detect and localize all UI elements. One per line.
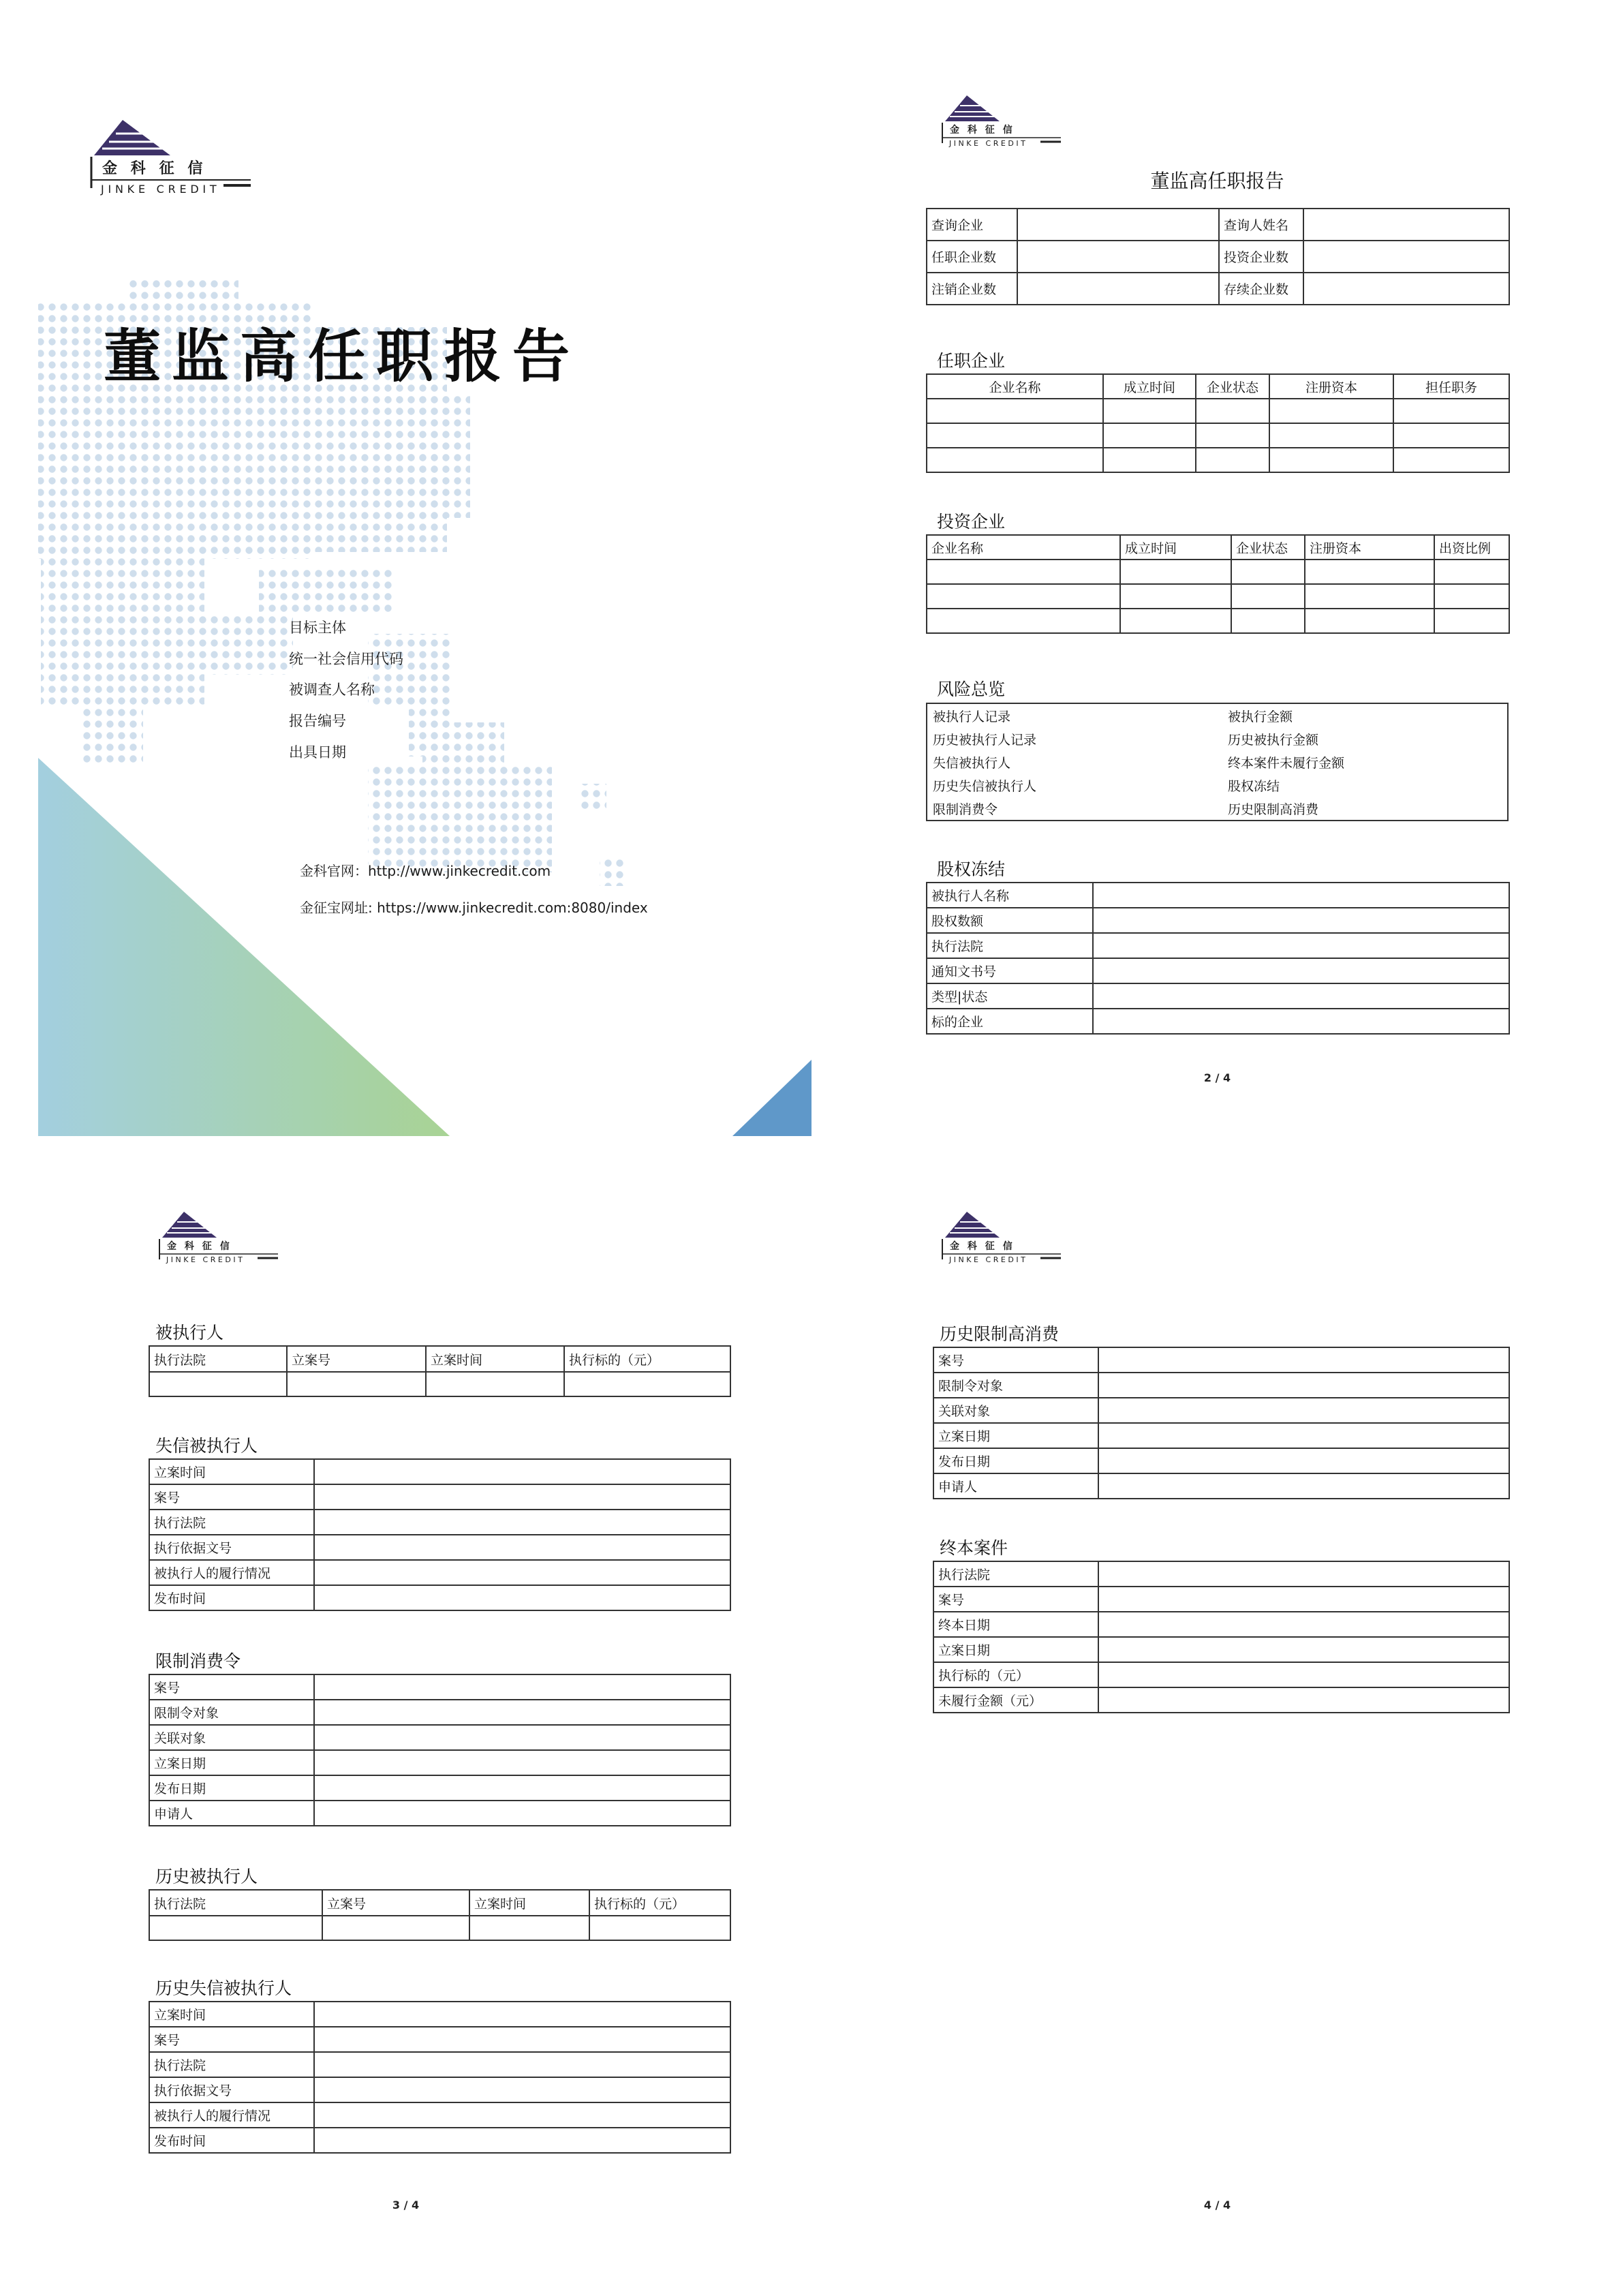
table-header: 企业名称: [927, 374, 1103, 399]
company-logo: [90, 117, 253, 199]
field-label: 案号: [933, 1347, 1098, 1373]
table-row: [149, 1916, 730, 1940]
risk-item: 股权冻结: [1228, 779, 1280, 794]
table-row: [927, 609, 1509, 633]
risk-item: 限制消费令: [933, 802, 998, 817]
website-link[interactable]: 金科官网：http://www.jinkecredit.com: [300, 863, 551, 879]
field-label: 立案日期: [933, 1423, 1098, 1448]
logo-name-cn: 金科征信: [950, 1241, 1021, 1252]
risk-item: 被执行金额: [1228, 709, 1293, 724]
query-company-label: 查询企业: [927, 209, 1017, 241]
field-label: 限制令对象: [149, 1700, 314, 1725]
cover-field-issue-date: 出具日期: [289, 744, 346, 761]
field-label: 立案时间: [149, 1459, 314, 1484]
field-label: 发布日期: [933, 1448, 1098, 1473]
section-title: 投资企业: [937, 512, 1006, 532]
company-logo: [941, 94, 1064, 150]
page-number: 4 / 4: [1203, 2199, 1231, 2211]
field-label: 执行法院: [149, 1510, 314, 1535]
field-label: 案号: [149, 1484, 314, 1510]
field-label: 股权数额: [927, 908, 1093, 933]
blue-corner-triangle: [732, 1060, 812, 1136]
section-title: 失信被执行人: [155, 1436, 258, 1456]
logo-name-en: JINKE CREDIT: [949, 139, 1028, 148]
equity-freeze-table: [926, 882, 1510, 1035]
table-header: 注册资本: [1305, 535, 1434, 560]
logo-name-cn: 金科征信: [167, 1241, 238, 1252]
section-title: 被执行人: [155, 1323, 224, 1343]
page-number: 3 / 4: [392, 2199, 420, 2211]
table-header: 企业状态: [1231, 535, 1305, 560]
hist-dishonest-table: [149, 2001, 731, 2154]
table-row: [927, 423, 1509, 448]
risk-item: 历史被执行金额: [1228, 733, 1319, 748]
table-row: [927, 584, 1509, 609]
field-label: 发布时间: [149, 2128, 314, 2153]
section-title: 历史限制高消费: [940, 1324, 1060, 1344]
section-title: 股权冻结: [937, 859, 1006, 879]
cover-field-target: 目标主体: [289, 619, 346, 636]
table-header: 企业名称: [927, 535, 1120, 560]
active-count-label: 存续企业数: [1219, 273, 1303, 305]
portal-link[interactable]: 金征宝网址: https://www.jinkecredit.com:8080/index: [300, 900, 648, 916]
cancelled-count-label: 注销企业数: [927, 273, 1017, 305]
field-label: 案号: [149, 2027, 314, 2052]
logo-name-en: JINKE CREDIT: [949, 1255, 1028, 1264]
cancelled-count-value: [1017, 273, 1219, 305]
section-title: 终本案件: [940, 1538, 1008, 1558]
active-count-value: [1303, 273, 1509, 305]
query-person-value: [1303, 209, 1509, 241]
field-label: 执行依据文号: [149, 1535, 314, 1560]
query-info-table: [926, 208, 1510, 305]
report-title: 董监高任职报告: [1150, 170, 1284, 192]
cover-field-credit-code: 统一社会信用代码: [289, 651, 403, 667]
investment-count-label: 投资企业数: [1219, 241, 1303, 273]
field-label: 案号: [933, 1587, 1098, 1612]
field-label: 类型|状态: [927, 983, 1093, 1009]
field-label: 标的企业: [927, 1009, 1093, 1034]
table-header: 出资比例: [1434, 535, 1509, 560]
field-label: 终本日期: [933, 1612, 1098, 1637]
company-logo: [941, 1210, 1064, 1266]
table-row: [149, 1372, 730, 1396]
logo-name-en: JINKE CREDIT: [166, 1255, 245, 1264]
risk-item: 历史失信被执行人: [933, 779, 1037, 794]
query-person-label: 查询人姓名: [1219, 209, 1303, 241]
risk-item: 被执行人记录: [933, 709, 1011, 724]
employment-count-label: 任职企业数: [927, 241, 1017, 273]
table-row: [927, 399, 1509, 423]
risk-item: 失信被执行人: [933, 756, 1011, 771]
employment-count-value: [1017, 241, 1219, 273]
field-label: 申请人: [933, 1473, 1098, 1499]
hist-executed-table: [149, 1889, 731, 1941]
section-title: 历史失信被执行人: [155, 1978, 292, 1998]
table-header: 执行法院: [149, 1346, 287, 1372]
table-header: 执行标的（元）: [589, 1890, 730, 1916]
table-header: 执行法院: [149, 1890, 322, 1916]
table-header: 执行标的（元）: [564, 1346, 730, 1372]
table-row: [927, 448, 1509, 472]
logo-name-en: JINKE CREDIT: [101, 183, 221, 196]
field-label: 限制令对象: [933, 1373, 1098, 1398]
section-title: 风险总览: [937, 679, 1006, 699]
table-row: [927, 560, 1509, 584]
cover-field-report-no: 报告编号: [289, 713, 346, 729]
field-label: 执行依据文号: [149, 2077, 314, 2102]
field-label: 立案时间: [149, 2002, 314, 2027]
table-header: 企业状态: [1196, 374, 1269, 399]
dishonest-table: [149, 1458, 731, 1611]
field-label: 关联对象: [933, 1398, 1098, 1423]
field-label: 被执行人的履行情况: [149, 1560, 314, 1585]
field-label: 执行法院: [927, 933, 1093, 958]
investment-table: [926, 534, 1510, 634]
field-label: 未履行金额（元）: [933, 1687, 1098, 1713]
risk-overview-box: [926, 703, 1509, 821]
terminated-cases-table: [933, 1561, 1510, 1713]
field-label: 立案日期: [933, 1637, 1098, 1662]
report-page-2: [812, 0, 1623, 1148]
field-label: 案号: [149, 1674, 314, 1700]
investment-count-value: [1303, 241, 1509, 273]
cover-field-subject-name: 被调查人名称: [289, 682, 375, 698]
executed-table: [149, 1345, 731, 1397]
field-label: 发布日期: [149, 1775, 314, 1801]
table-header: 立案时间: [469, 1890, 589, 1916]
table-header: 注册资本: [1269, 374, 1393, 399]
table-header: 立案时间: [426, 1346, 564, 1372]
risk-item: 历史限制高消费: [1228, 802, 1319, 817]
section-title: 任职企业: [937, 351, 1006, 371]
field-label: 执行法院: [933, 1561, 1098, 1587]
page-number: 2 / 4: [1203, 1071, 1231, 1084]
risk-item: 历史被执行人记录: [933, 733, 1037, 748]
hist-restriction-table: [933, 1347, 1510, 1499]
cover-page: [0, 0, 812, 1148]
report-page-4: [812, 1148, 1623, 2295]
cover-title: 董监高任职报告: [104, 322, 581, 390]
field-label: 被执行人名称: [927, 883, 1093, 908]
field-label: 立案日期: [149, 1750, 314, 1775]
logo-name-cn: 金科征信: [102, 160, 217, 177]
risk-item: 终本案件未履行金额: [1228, 756, 1345, 771]
employment-table: [926, 373, 1510, 473]
section-title: 历史被执行人: [155, 1867, 258, 1886]
table-header: 立案号: [287, 1346, 426, 1372]
field-label: 被执行人的履行情况: [149, 2102, 314, 2128]
table-header: 担任职务: [1393, 374, 1509, 399]
field-label: 执行标的（元）: [933, 1662, 1098, 1687]
report-page-3: [0, 1148, 812, 2295]
table-header: 立案号: [322, 1890, 469, 1916]
field-label: 发布时间: [149, 1585, 314, 1610]
company-logo: [158, 1210, 281, 1266]
field-label: 执行法院: [149, 2052, 314, 2077]
field-label: 通知文书号: [927, 958, 1093, 983]
field-label: 关联对象: [149, 1725, 314, 1750]
field-label: 申请人: [149, 1801, 314, 1826]
restriction-table: [149, 1674, 731, 1826]
table-header: 成立时间: [1103, 374, 1196, 399]
section-title: 限制消费令: [155, 1651, 241, 1671]
table-header: 成立时间: [1120, 535, 1231, 560]
logo-name-cn: 金科征信: [950, 125, 1021, 136]
query-company-value: [1017, 209, 1219, 241]
